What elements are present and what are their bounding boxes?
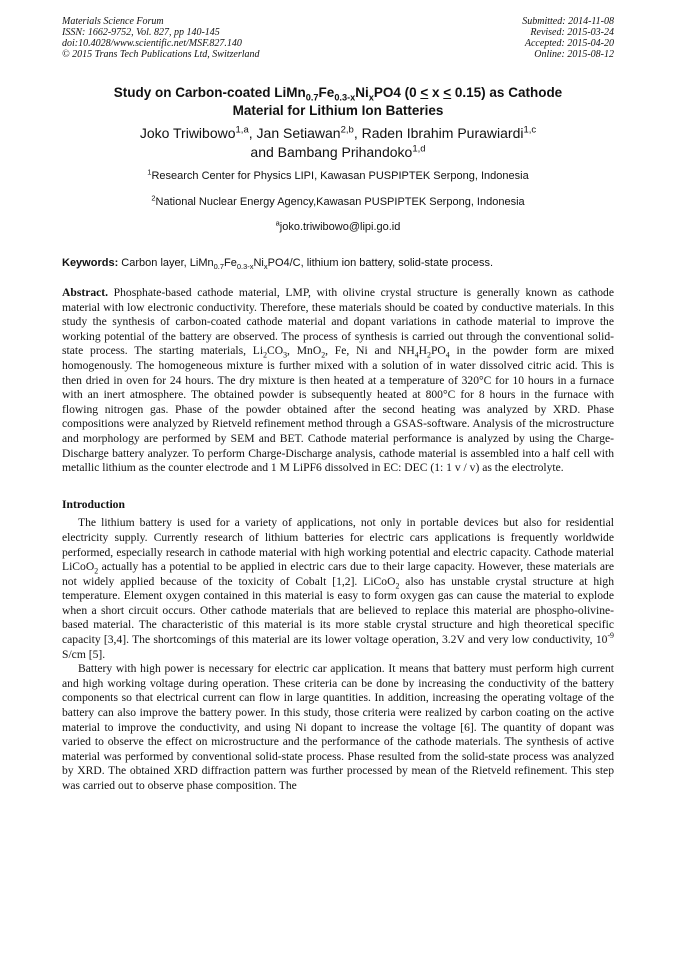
author-email <box>62 220 614 234</box>
abstract-text: H <box>418 344 428 358</box>
intro-paragraph-1 <box>62 516 614 662</box>
keywords-sub: x <box>263 262 268 272</box>
title-text: x <box>428 85 444 100</box>
author-sup: 2,b <box>340 124 354 136</box>
title-text: Fe <box>318 85 335 100</box>
keywords-sub: 0.7 <box>213 262 225 272</box>
author-sup: 1,c <box>523 124 537 136</box>
paper-title <box>62 84 614 120</box>
abstract <box>62 286 614 476</box>
author-name: Joko Triwibowo <box>139 125 236 141</box>
journal-name: Materials Science Forum <box>62 16 164 27</box>
submitted-date: Submitted: 2014-11-08 <box>522 16 614 27</box>
abstract-sub: 4 <box>445 350 450 360</box>
abstract-sub: 2 <box>263 350 267 360</box>
title-symbol: < <box>420 85 429 100</box>
authors-line-2 <box>62 143 614 162</box>
abstract-text: in the powder form are mixed homogenously. The homogeneous mixture is further mixed with a solution of in water dissolved citric acid. This is then dried in oven for 24 hours. The dry mixture is then heated at a temperature of 320°C for 10 hours in a furnace with an inert atmosphere. The obtained powder is subsequently heated at 800°C for 8 hours in the furnace with flowing nitrogen gas. Phase of the powder obtained after the second heating was analyzed by XRD. Phase compositions were analyzed by Rietveld refinement method through a GSAS-software. Analysis of the microstructure and morphology are performed by SEM and BET. Cathode material performance is analyzed by using the Charge-Discharge battery analyzer. To perform Charge-Discharge analysis, cathode material is assembled into a half cell with metallic lithium as the counter electrode and 1 M LiPF6 dissolved in EC: DEC (1: 1 v / v) as the electrolyte. <box>62 344 614 475</box>
abstract-text: Phosphate-based cathode material, LMP, with olivine crystal structure is generally known as cathode material with low electronic conductivity. Therefore, these materials should be coated by conductive materials. In this study the synthesis of carbon-coated cathode material and dopant variations in cathode material to improve the working potential of the battery are observed. The process of synthesis is carried out through the conventional solid-state process. The starting materials, Li <box>62 286 614 358</box>
header-right <box>522 16 614 60</box>
title-symbol: < <box>443 85 452 100</box>
paragraph-sub: 2 <box>395 581 400 590</box>
author-sup: 1,d <box>412 143 426 155</box>
affiliation-sup: 2 <box>151 193 156 203</box>
accepted-date: Accepted: 2015-04-20 <box>524 38 614 49</box>
author-name: and Bambang Prihandoko <box>250 144 413 160</box>
keywords-text: Carbon layer, LiMn <box>118 257 214 269</box>
title-line-1 <box>62 84 614 102</box>
abstract-text: , Fe, Ni and NH <box>325 344 415 358</box>
title-text: Ni <box>355 85 369 100</box>
affiliation-text: National Nuclear Energy Agency,Kawasan PUSPIPTEK Serpong, Indonesia <box>155 196 525 208</box>
revised-date: Revised: 2015-03-24 <box>530 27 614 38</box>
keywords-text: PO4/C, lithium ion battery, solid-state process. <box>267 257 493 269</box>
abstract-text: PO <box>430 344 446 358</box>
paragraph-text: also has unstable crystal structure at high temperature. Element oxygen contained in this material is easy to form oxygen gas can cause the material to explode when a short circuit occurs. Other cathode materials that are believed to replace this material are phospho-olivine-based material. The characteristic of this material is its more stable crystal structure and high theoretical specific capacity [3,4]. The shortcomings of this material are its lower voltage operation, 3.2V and very low conductivity, 10 <box>62 574 614 647</box>
title-text: Study on Carbon-coated LiMn <box>113 85 306 100</box>
author-name: , Raden Ibrahim Purawiardi <box>353 125 524 141</box>
keywords-sub: 0.3-x <box>236 262 254 272</box>
keywords-text: Ni <box>253 257 264 269</box>
abstract-label: Abstract. <box>62 286 109 299</box>
keywords <box>62 256 614 270</box>
author-name: , Jan Setiawan <box>248 125 341 141</box>
abstract-sub: 2 <box>321 350 326 360</box>
online-date: Online: 2015-08-12 <box>534 49 614 60</box>
title-sub: 0.3-x <box>334 92 356 103</box>
paper-page <box>62 16 614 794</box>
affiliation-sup: 1 <box>147 167 152 177</box>
email-text: joko.triwibowo@lipi.go.id <box>279 221 401 233</box>
journal-header <box>62 16 614 60</box>
keywords-label: Keywords: <box>62 257 119 269</box>
title-sub: 0.7 <box>305 92 319 103</box>
copyright: © 2015 Trans Tech Publications Ltd, Switzerland <box>62 49 260 60</box>
email-sup: a <box>275 218 280 228</box>
authors-line-1 <box>62 124 614 143</box>
paragraph-text: S/cm [5]. <box>62 647 106 661</box>
author-list <box>62 124 614 162</box>
paragraph-sup: -9 <box>607 631 614 641</box>
paragraph-text: actually has a potential to be applied in electric cars due to their large capacity. However, these materials are not widely applied because of the toxicity of Cobalt [1,2]. LiCoO <box>62 560 614 588</box>
header-left <box>62 16 260 60</box>
abstract-sub: 2 <box>427 350 431 360</box>
title-text: 0.15) as Cathode <box>451 85 563 100</box>
abstract-sub: 4 <box>414 350 419 360</box>
introduction-heading: Introduction <box>62 497 125 511</box>
affiliation-1 <box>62 169 614 183</box>
doi: doi:10.4028/www.scientific.net/MSF.827.140 <box>62 38 242 49</box>
abstract-text: CO <box>267 344 284 358</box>
issn: ISSN: 1662-9752, Vol. 827, pp 140-145 <box>62 27 220 38</box>
affiliation-text: Research Center for Physics LIPI, Kawasan PUSPIPTEK Serpong, Indonesia <box>151 170 529 182</box>
title-text: PO4 (0 <box>373 85 421 100</box>
affiliation-2 <box>62 195 614 209</box>
title-sub: x <box>368 92 374 103</box>
abstract-sub: 3 <box>283 350 288 360</box>
keywords-text: Fe <box>224 257 237 269</box>
intro-paragraph-2: Battery with high power is necessary for electric car application. It means that battery must perform high current and high working voltage during operation. These criteria can be done by increasing the conductivity of the battery components so that electrical current can flow in large quantities. In addition, increasing the operating voltage of the battery can also improve the battery power. In this study, those criteria were realized by carbon coating on the active material to improve the conductivity, and using Ni dopant to increase the voltage [6]. The quantity of dopant was varied to observe the effect on microstructure and the performance of the cathode materials. The synthesis of active material was performed by conventional solid-state process. Phase resulted from the solid-state process was analyzed by XRD. The obtained XRD diffraction pattern was further processed by mean of the Rietveld refinement. This step was carried out to observe phase composition. The <box>62 662 614 792</box>
author-sup: 1,a <box>235 124 249 136</box>
paragraph-sub: 2 <box>94 566 99 576</box>
paragraph-text: The lithium battery is used for a variety of applications, not only in portable devices but also for residential electricity supply. Currently research of lithium batteries for electric cars applications is frequently worldwide performed, especially research in cathode material with high working potential and electric capacity. Cathode material LiCoO <box>62 516 614 574</box>
title-line-2: Material for Lithium Ion Batteries <box>232 103 444 118</box>
abstract-text: , MnO <box>287 344 322 358</box>
